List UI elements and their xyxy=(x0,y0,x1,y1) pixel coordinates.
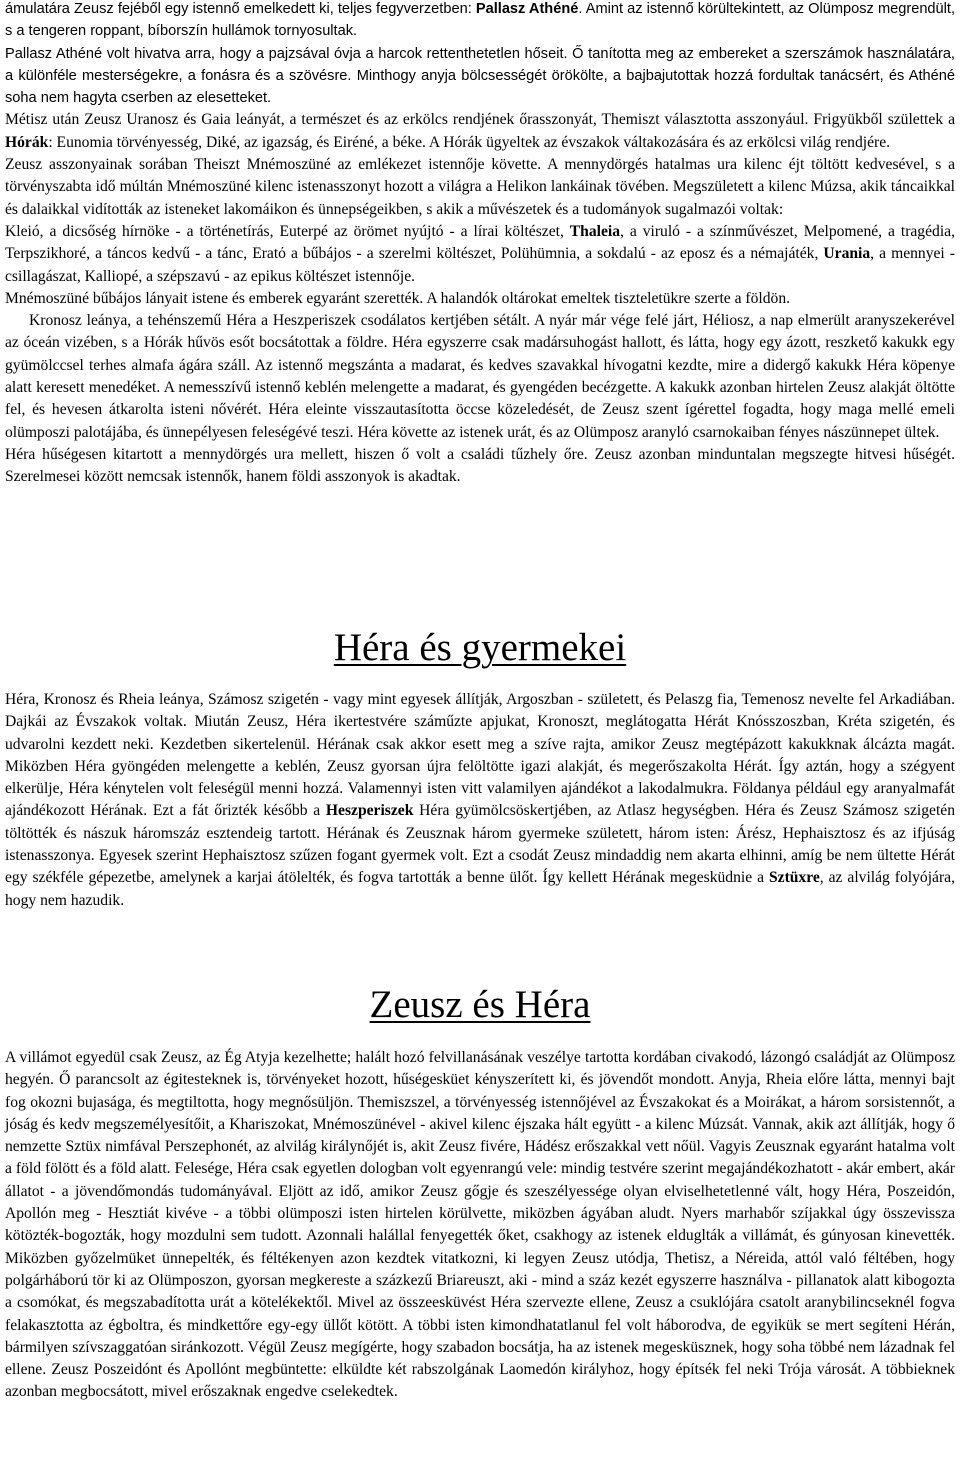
heading-zeusz-es-hera: Zeusz és Héra xyxy=(369,983,591,1026)
text-run: , az alvilág folyójára, hogy nem hazudik. xyxy=(5,869,955,909)
bold-term: Thaleia xyxy=(569,222,621,240)
paragraph xyxy=(5,109,955,154)
text-run: Mnémoszüné bűbájos lányait istene és emberek egyaránt szerették. A halandók oltárokat emeltek tiszteletükre szerte a földön. xyxy=(5,289,791,307)
bold-term: Hórák xyxy=(5,133,49,151)
section-zeusz-es-hera xyxy=(5,1047,955,1404)
text-run: , a viruló - a színművészet, Melpomené, a tragédia, Terpszikhoré, a táncos kedvű - a tánc, Eratό a bűbájos - a szerelmi költészet, Polühümnia, a sokdalú - az eposz és a némajáték, xyxy=(5,222,955,263)
paragraph xyxy=(5,0,955,43)
bold-term: Heszperiszek xyxy=(325,802,414,820)
heading-hera-es-gyermekei: Héra és gyermekei xyxy=(333,626,627,669)
paragraph xyxy=(5,43,955,110)
paragraph xyxy=(5,288,955,310)
paragraph xyxy=(5,444,955,489)
text-run: Métisz után Zeusz Uranosz és Gaia leányát, a természet és az erkölcs rendjének őrasszonyát, Themiszt választotta asszonyául. Frigyükből születtek a xyxy=(5,111,955,129)
section-muzsak-hera xyxy=(5,0,955,489)
bold-term: Sztüxre xyxy=(768,869,820,887)
bold-term: Pallasz Athéné xyxy=(475,1,579,17)
text-run: ámulatára Zeusz fejéből egy istennő emelkedett ki, teljes fegyverzetben: xyxy=(5,1,476,17)
paragraph xyxy=(5,1047,955,1404)
paragraph xyxy=(5,689,955,912)
text-run: Héra hűségesen kitartott a mennydörgés ura mellett, hiszen ő volt a családi tűzhely őre. Zeusz azonban minduntalan megszegte hitvesi hűségét. Szerelmesei között nemcsak istennők, hanem földi asszonyok is akadtak. xyxy=(5,445,955,486)
text-run: Pallasz Athéné volt hivatva arra, hogy a pajzsával óvja a harcok rettenthetetlen hőseit. Ő tanította meg az embereket a szerszámok használatára, a különféle mesterségekre, a fonásra és a szövésre. Minthogy anyja bölcsességét örökölte, a bajbajutottak hozzá fordultak tanácsért, és Athéné soha nem hagyta cserben az elesetteket. xyxy=(5,45,955,107)
paragraph xyxy=(5,154,955,221)
section-hera-es-gyermekei xyxy=(5,689,955,912)
bold-term: Urania xyxy=(823,245,871,263)
text-run: , a mennyei - csillagászat, Kalliopé, a szépszavú - az epikus költészet istennője. xyxy=(5,245,955,285)
text-run: Kronosz leánya, a tehénszemű Héra a Heszperiszek csodálatos kertjében sétált. A nyár már vége felé járt, Héliosz, a nap elmerült aranyszekerével az óceán vizében, s a Hórák hűvös esőt bocsátottak a földre. Héra egyszerre csak madársuhogást hallott, és látta, hogy egy ázott, reszkető kakukk egy gyümölccsel terhes almafa ágára száll. Az istennő megszánta a madarat, és kedves szavakkal hívogatni kezdte, mire a didergő kakukk Héra köpenye alatt keresett menedéket. A nemesszívű istennő keblén melengette a madarat, és gyengéden becézgette. A kakukk azonban hirtelen Zeusz alakját öltötte fel, és hevesen átkarolta isteni nővérét. Héra eleinte visszautasította öccse közeledését, de Zeusz szent ígérettel fogadta, hogy maga mellé emeli olümposzi palotájába, és ünnepélyesen feleségévé teszi. Héra követte az istenek urát, és az Olümposz aranyló csarnokaiban fényes nászünnepet ültek. xyxy=(5,312,955,441)
text-run: Héra gyümölcsöskertjében, az Atlasz hegységben. Héra és Zeusz Számosz szigetén töltötték és nászuk háromszáz esztendeig tartott. Hérának és Zeusznak három gyermeke született, három isten: Árész, Hephaisztosz és az ifjúság istenasszonya. Egyesek szerint Hephaisztosz szűzen fogant gyermek volt. Ezt a csodát Zeusz mindaddig nem akarta elhinni, amíg be nem ültette Hérát egy székféle gépezetbe, amelynek a karjai átölelték, és fogva tartották a benne ülőt. Így kellett Hérának megesküdnie a xyxy=(5,802,955,887)
paragraph xyxy=(5,310,955,444)
text-run: Zeusz asszonyainak sorában Theiszt Mnémoszüné az emlékezet istennője követte. A mennydörgés hatalmas ura kilenc éjt töltött kedvesével, s a törvényszabta idő múltán Mnémoszüné kilenc istenasszonyt hozott a világra a Helikon lankáinak tövében. Megszületett a kilenc Múzsa, akik táncaikkal és dalaikkal vidították az isteneket lakomáikon és ünnepségeikben, s akik a művészetek és a tudományok sugalmazói voltak: xyxy=(5,156,955,218)
text-run: . Amint az istennő körültekintett, az Olümposz megrendült, s a tengeren roppant, bíborszín hullámok tornyosultak. xyxy=(5,1,956,40)
text-run: Héra, Kronosz és Rheia leánya, Számosz szigetén - vagy mint egyesek állítják, Argoszban - született, és Pelaszg fia, Temenosz nevelte fel Arkadiában. Dajkái az Évszakok voltak. Miután Zeusz, Héra ikertestvére száműzte apjukat, Kronoszt, meglátogatta Hérát Knósszoszban, Kréta szigetén, és udvarolni kezdett neki. Kezdetben sikertelenül. Hérának csak akkor esett meg a szíve rajta, amikor Zeusz megtépázott kakukknak álcázta magát. Miközben Héra gyöngéden melengette a keblén, Zeusz gyorsan újra felöltötte igazi alakját, és megerőszakolta Hérát. Így aztán, hogy a szégyent elkerülje, Héra kénytelen volt feleségül menni hozzá. Valamennyi isten vitt valamilyen ajándékot a lakodalmukra. Földanya például egy aranyalmafát ajándékozott Hérának. Ezt a fát őrizték később a xyxy=(5,691,955,820)
paragraph xyxy=(5,221,955,288)
text-run: A villámot egyedül csak Zeusz, az Ég Atyja kezelhette; halált hozó felvillanásának veszélye tartotta kordában civakodó, lázongó családját az Olümposz hegyén. Ő parancsolt az égitesteknek is, törvényeket hozott, hűségesküet kényszerített ki, és jövendőt mondott. Anyja, Rheia előre látta, mennyi bajt fog okozni bujasága, és megtiltotta, hogy megnősüljön. Themiszszel, a törvényesség istennőjével az Évszakokat és a Moirákat, a három sorsistennőt, a jóság és kedv megszemélyesítőit, a Khariszokat, Mnémoszünével - akivel kilenc éjszaka hált együtt - a kilenc Múzsát. Vannak, akik azt állítják, hogy ő nemzette Sztüx nimfával Perszephonét, az alvilág királynőjét is, akit Zeusz fivére, Hádész erőszakkal vett nőül. Vagyis Zeusznak egyaránt hatalma volt a föld fölött és a föld alatt. Felesége, Héra csak egyetlen dologban volt egyenrangú vele: mindig testvére szerint megajándékozhatott - akár embert, akár állatot - a jövendőmondás tudományával. Eljött az idő, amikor Zeusz gőgje és szeszélyessége olyan elviselhetetlenné vált, hogy Héra, Poszeidón, Apollón meg - Hesztiát kivéve - a többi olümposzi isten hirtelen körülvette, miközben ágyában aludt. Nyers marhabőr szíjakkal úgy összevissza kötözték-bogozták, hogy mozdulni sem tudott. Azonnali halállal fenyegették őket, csakhogy az istenek elduglták a villámát, és gúnyosan kinevették. Miközben győzelmüket ünnepelték, és féltékenyen azon kezdtek vitatkozni, ki legyen Zeusz utódja, Thetisz, a Néreida, attól való féltében, hogy polgárháború tör ki az Olümposzon, gyorsan megkereste a százkezű Briareuszt, aki - mind a száz kezét egyszerre használva - pillanatok alatt kibogozta a csomókat, és megszabadította urát a kötelékektől. Mivel az összeesküvést Héra szervezte ellene, Zeusz a csuklójára csatolt aranybilincseknél fogva felakasztotta az égboltra, és mindkettőre egy-egy üllőt kötött. A többi isten kimondhatatlanul fel volt háborodva, de egyikük se mert segíteni Hérán, bármilyen szívszaggatóan siránkozott. Végül Zeusz megígérte, hogy szabadon bocsátja, ha az istenek megesküsznek, hogy soha többé nem lázadnak fel ellene. Zeusz Poszeidónt és Apollónt megbüntette: elküldte két rabszolgának Laomedón királyhoz, hogy építsék fel neki Trója városát. A többieknek azonban megbocsátott, mivel erőszaknak engedve cselekedtek. xyxy=(5,1049,955,1401)
text-run: : Eunomia törvényesség, Diké, az igazság, és Eiréné, a béke. A Hórák ügyeltek az évszakok váltakozására és az erkölcsi világ rendjére. xyxy=(48,133,891,151)
text-run: Kleió, a dicsőség hírnöke - a történetírás, Euterpé az örömet nyújtó - a lírai költészet, xyxy=(5,222,570,240)
